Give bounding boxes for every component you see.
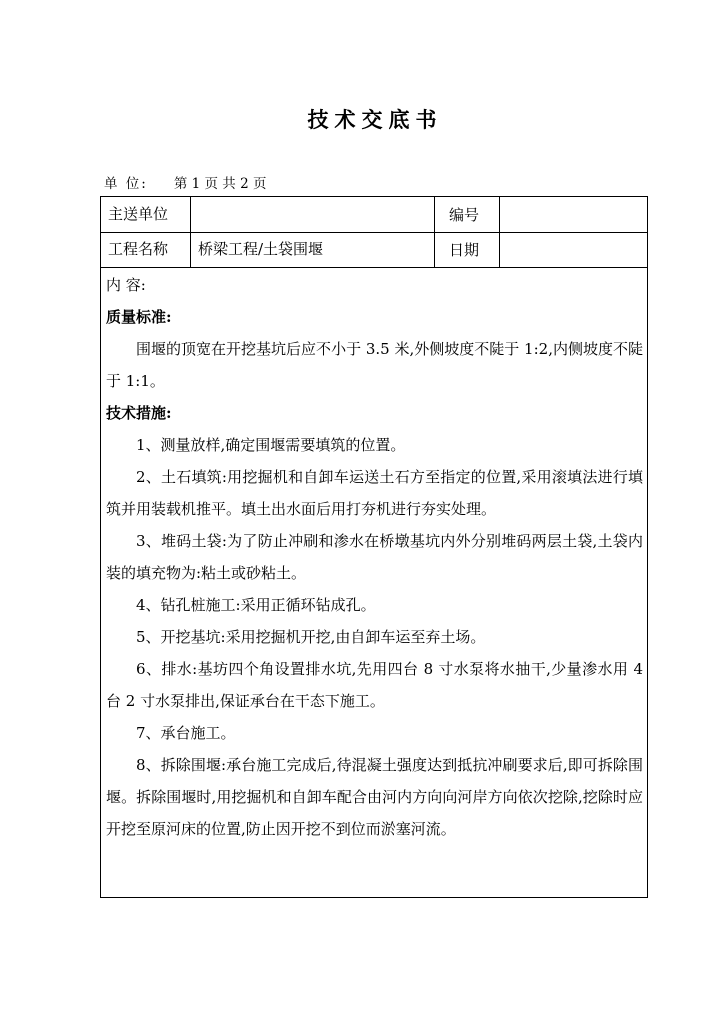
content-label: 内 容: [106, 276, 146, 294]
step-5: 5、开挖基坑:采用挖掘机开挖,由自卸车运至弃土场。 [136, 628, 486, 646]
form-table [100, 196, 648, 898]
col-divider-1 [190, 197, 191, 267]
page-info: 第 1 页 共 2 页 [173, 176, 267, 192]
project-label: 工程名称 [108, 240, 169, 258]
step-2: 2、土石填筑:用挖掘机和自卸车运送土石方至指定的位置,采用滚填法进行填筑并用装载机推平。填土出水面后用打夯机进行夯实处理。 [106, 468, 643, 518]
step-8: 8、拆除围堰:承台施工完成后,待混凝土强度达到抵抗冲刷要求后,即可拆除围堰。拆除围堰时,用挖掘机和自卸车配合由河内方向向河岸方向依次挖除,挖除时应开挖至原河床的位置,防止因开挖不到位而淤塞河流。 [106, 756, 643, 838]
col-divider-2 [434, 197, 435, 267]
date-label: 日期 [449, 241, 480, 259]
step-1: 1、测量放样,确定围堰需要填筑的位置。 [136, 436, 406, 454]
page-meta [104, 172, 266, 192]
quality-heading: 质量标准: [106, 308, 172, 326]
step-6: 6、排水:基坊四个角设置排水坑,先用四台 8 寸水泵将水抽干,少量渗水用 4 台 2 寸水泵排出,保证承台在干态下施工。 [106, 660, 643, 710]
project-value: 桥梁工程/土袋围堰 [198, 240, 324, 258]
col-divider-3 [499, 197, 500, 267]
number-label: 编号 [449, 206, 480, 224]
step-4: 4、钻孔桩施工:采用正循环钻成孔。 [136, 596, 376, 614]
content-body [106, 269, 643, 845]
quality-text: 围堰的顶宽在开挖基坑后应不小于 3.5 米,外侧坡度不陡于 1:2,内侧坡度不陡于 1:1。 [106, 340, 643, 390]
step-3: 3、堆码土袋:为了防止冲刷和渗水在桥墩基坑内外分别堆码两层土袋,土袋内装的填充物为:粘土或砂粘土。 [106, 532, 643, 582]
unit-label: 单 位: [104, 176, 148, 192]
measures-heading: 技术措施: [106, 404, 172, 422]
sender-label: 主送单位 [108, 205, 169, 223]
row-divider-1 [101, 232, 647, 233]
document-title: 技术交底书 [307, 107, 443, 132]
row-divider-2 [101, 267, 647, 268]
step-7: 7、承台施工。 [136, 724, 236, 742]
